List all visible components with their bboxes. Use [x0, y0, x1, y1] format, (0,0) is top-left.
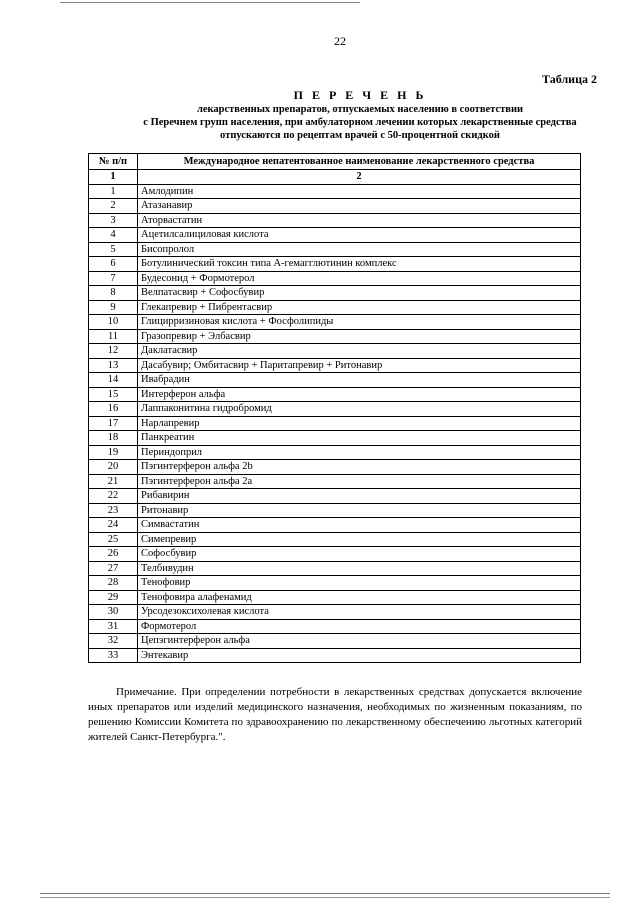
table-row	[89, 199, 581, 214]
drug-name: Урсодезоксихолевая кислота	[138, 605, 581, 620]
drug-name: Аторвастатин	[138, 213, 581, 228]
table-row	[89, 271, 581, 286]
column-index-row	[89, 170, 581, 185]
subtitle-line: отпускаются по рецептам врачей с 50-процентной скидкой	[220, 130, 500, 141]
drug-name: Даклатасвир	[138, 344, 581, 359]
row-number: 29	[89, 590, 138, 605]
drug-name: Гразопревир + Элбасвир	[138, 329, 581, 344]
subtitle-line: с Перечнем групп населения, при амбулаторном лечении которых лекарственные средства	[143, 117, 577, 128]
drug-name: Атазанавир	[138, 199, 581, 214]
drug-name: Ивабрадин	[138, 373, 581, 388]
drug-name: Периндоприл	[138, 445, 581, 460]
row-number: 19	[89, 445, 138, 460]
table-row	[89, 329, 581, 344]
table-row	[89, 315, 581, 330]
drug-name: Тенофовир	[138, 576, 581, 591]
table-row	[89, 257, 581, 272]
drug-name: Пэгинтерферон альфа 2b	[138, 460, 581, 475]
row-number: 23	[89, 503, 138, 518]
top-scan-line	[60, 2, 360, 3]
row-number: 6	[89, 257, 138, 272]
drug-name: Нарлапревир	[138, 416, 581, 431]
row-number: 16	[89, 402, 138, 417]
drug-name: Дасабувир; Омбитасвир + Паритапревир + Ритонавир	[138, 358, 581, 373]
drug-name: Симепревир	[138, 532, 581, 547]
drug-name: Будесонид + Формотерол	[138, 271, 581, 286]
table-row	[89, 605, 581, 620]
drug-name: Симвастатин	[138, 518, 581, 533]
table-row	[89, 590, 581, 605]
row-number: 26	[89, 547, 138, 562]
row-number: 9	[89, 300, 138, 315]
drug-name: Ботулинический токсин типа А-гемагглютинин комплекс	[138, 257, 581, 272]
row-number: 15	[89, 387, 138, 402]
table-row	[89, 286, 581, 301]
table-row	[89, 300, 581, 315]
table-row	[89, 634, 581, 649]
drug-name: Бисопролол	[138, 242, 581, 257]
drug-name: Ритонавир	[138, 503, 581, 518]
row-number: 25	[89, 532, 138, 547]
row-number: 3	[89, 213, 138, 228]
row-number: 32	[89, 634, 138, 649]
header-drug-name: Международное непатентованное наименование лекарственного средства	[138, 154, 581, 170]
table-row	[89, 358, 581, 373]
drug-name: Велпатасвир + Софосбувир	[138, 286, 581, 301]
drug-list-table	[88, 153, 581, 663]
page-number: 22	[334, 34, 346, 48]
drug-name: Энтекавир	[138, 648, 581, 663]
column-index: 1	[89, 170, 138, 185]
row-number: 33	[89, 648, 138, 663]
row-number: 18	[89, 431, 138, 446]
drug-name: Тенофовира алафенамид	[138, 590, 581, 605]
row-number: 21	[89, 474, 138, 489]
row-number: 17	[89, 416, 138, 431]
row-number: 28	[89, 576, 138, 591]
table-header-row	[89, 154, 581, 170]
row-number: 20	[89, 460, 138, 475]
row-number: 11	[89, 329, 138, 344]
table-row	[89, 402, 581, 417]
row-number: 2	[89, 199, 138, 214]
column-index: 2	[138, 170, 581, 185]
row-number: 4	[89, 228, 138, 243]
row-number: 14	[89, 373, 138, 388]
table-row	[89, 387, 581, 402]
footnote: Примечание. При определении потребности в лекарственных средствах допускается включение иных препаратов или изделий медицинского назначения, необходимых по жизненным показаниям, по решению Комиссии Комитета по здравоохранению по лекарственному обеспечению льготных категорий жителей Санкт-Петербурга.".	[88, 686, 582, 743]
table-row	[89, 518, 581, 533]
drug-name: Интерферон альфа	[138, 387, 581, 402]
table-row	[89, 184, 581, 199]
table-row	[89, 373, 581, 388]
table-row	[89, 460, 581, 475]
row-number: 22	[89, 489, 138, 504]
drug-name: Пэгинтерферон альфа 2a	[138, 474, 581, 489]
row-number: 7	[89, 271, 138, 286]
bottom-scan-line	[40, 897, 610, 898]
table-row	[89, 561, 581, 576]
row-number: 1	[89, 184, 138, 199]
drug-name: Глекапревир + Пибрентасвир	[138, 300, 581, 315]
row-number: 12	[89, 344, 138, 359]
table-label: Таблица 2	[542, 72, 597, 86]
table-row	[89, 242, 581, 257]
drug-name: Цепэгинтерферон альфа	[138, 634, 581, 649]
table-row	[89, 576, 581, 591]
subtitle-line: лекарственных препаратов, отпускаемых населению в соответствии	[196, 104, 524, 115]
table-row	[89, 344, 581, 359]
document-title: П Е Р Е Ч Е Н Ь	[293, 88, 427, 102]
drug-name: Глицирризиновая кислота + Фосфолипиды	[138, 315, 581, 330]
table-row	[89, 416, 581, 431]
row-number: 13	[89, 358, 138, 373]
drug-name: Софосбувир	[138, 547, 581, 562]
drug-name: Амлодипин	[138, 184, 581, 199]
table-row	[89, 431, 581, 446]
row-number: 8	[89, 286, 138, 301]
drug-name: Рибавирин	[138, 489, 581, 504]
table-row	[89, 474, 581, 489]
drug-name: Ацетилсалициловая кислота	[138, 228, 581, 243]
drug-name: Панкреатин	[138, 431, 581, 446]
row-number: 10	[89, 315, 138, 330]
row-number: 30	[89, 605, 138, 620]
bottom-scan-line	[40, 893, 610, 894]
drug-name: Телбивудин	[138, 561, 581, 576]
row-number: 27	[89, 561, 138, 576]
table-row	[89, 228, 581, 243]
table-row	[89, 445, 581, 460]
drug-name: Лаппаконитина гидробромид	[138, 402, 581, 417]
header-number: № п/п	[89, 154, 138, 170]
table-row	[89, 532, 581, 547]
row-number: 24	[89, 518, 138, 533]
table-row	[89, 489, 581, 504]
table-row	[89, 619, 581, 634]
row-number: 5	[89, 242, 138, 257]
table-row	[89, 648, 581, 663]
row-number: 31	[89, 619, 138, 634]
table-row	[89, 547, 581, 562]
table-row	[89, 503, 581, 518]
drug-name: Формотерол	[138, 619, 581, 634]
document-subtitle	[40, 103, 640, 142]
table-row	[89, 213, 581, 228]
